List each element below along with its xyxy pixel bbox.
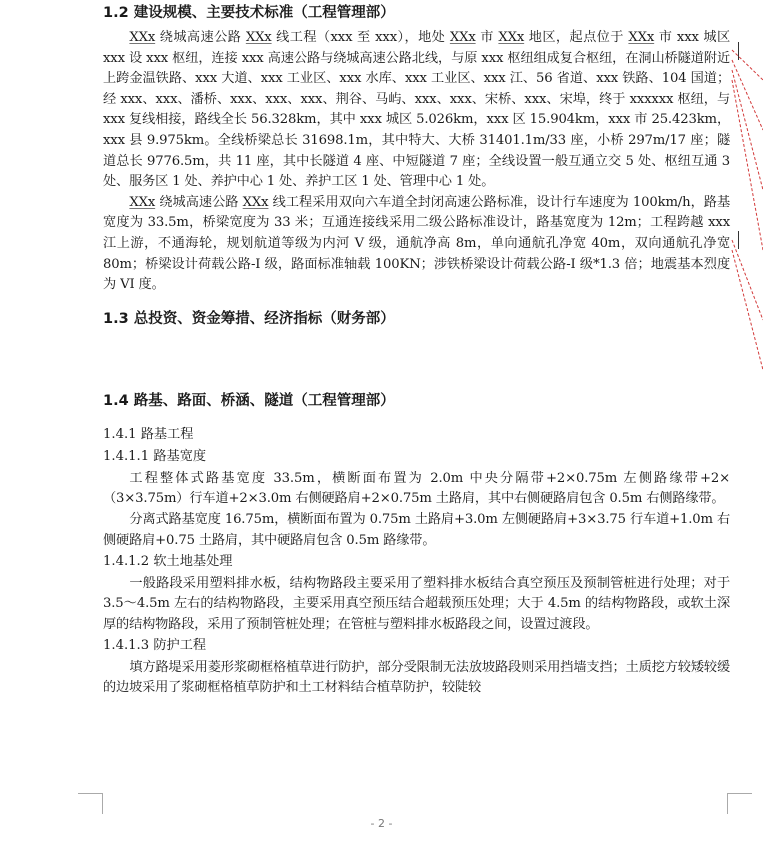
paragraph-soft-soil-treatment: 一般路段采用塑料排水板，结构物路段主要采用了塑料排水板结合真空预压及预制管桩进行处理；对于 3.5～4.5m 左右的结构物路段，主要采用真空预压结合超载预压处理；大于 4.5m 的结构物路段，或软土深厚的结构物路段，采用了预制管桩处理；在管桩与塑料排水板路段之间，设置过渡段。 (103, 575, 730, 632)
paragraph-protection-works: 填方路堤采用菱形浆砌框格植草进行防护，部分受限制无法放坡路段则采用挡墙支挡；土质挖方较矮较缓的边坡采用了浆砌框格植草防护和土工材料结合植草防护，较陡较 (103, 659, 730, 696)
paragraph-separated-subgrade-width: 分离式路基宽度 16.75m，横断面布置为 0.75m 土路肩+3.0m 左侧硬路肩+3×3.75 行车道+1.0m 右侧硬路肩+0.75 土路肩，其中硬路肩包含 0.5m 路缘带。 (103, 511, 730, 548)
section-heading-1-2: 1.2 建设规模、主要技术标准（工程管理部） (103, 5, 395, 21)
page-number: - 2 - (370, 817, 393, 830)
paragraph-project-overview: XXx 绕城高速公路 XXx 线工程（xxx 至 xxx），地处 XXx 市 XXx 地区，起点位于 XXx 市 xxx 城区 xxx 设 xxx 枢纽，连接 xxx 高速公路与绕城高速公路北线，与原 xxx 枢纽组成复合枢纽，在洞山桥隧道附近上跨金温铁路、xxx 大道、xxx 工业区、xxx 水库、xxx 工业区、xxx 江、56 省道、xxx 铁路、104 国道；经 xxx、xxx、潘桥、xxx、xxx、xxx、荆谷、马屿、xxx、xxx、宋桥、xxx、宋埠，终于 xxxxxx 枢纽，与 xxx 复线相接，路线全长 56.328km，其中 xxx 城区 5.026km，xxx 区 15.904km，xxx 市 25.423km，xxx 县 9.975km。全线桥梁总长 31698.1m，其中特大、大桥 31401.1m/33 座，小桥 297m/17 座；隧道总长 9776.5m，共 11 座，其中长隧道 4 座、中短隧道 7 座；全线设置一般互通立交 5 处、枢纽互通 3 处、服务区 1 处、养护中心 1 处、养护工区 1 处、管理中心 1 处。 (103, 30, 730, 190)
paragraph-integral-subgrade-width: 工程整体式路基宽度 33.5m，横断面布置为 2.0m 中央分隔带+2×0.75m 左侧路缘带+2×（3×3.75m）行车道+2×3.0m 右侧硬路肩+2×0.75m 土路肩，其中右侧硬路肩包含 0.5m 右侧路缘带。 (103, 470, 730, 507)
subheading-1-4-1: 1.4.1 路基工程 (103, 426, 194, 442)
page-corner-bottom-right (727, 793, 752, 814)
subheading-1-4-1-3: 1.4.1.3 防护工程 (103, 638, 207, 654)
subheading-1-4-1-1: 1.4.1.1 路基宽度 (103, 449, 207, 465)
comment-connector-lines (730, 40, 763, 370)
section-heading-1-3: 1.3 总投资、资金筹措、经济指标（财务部） (103, 310, 395, 327)
paragraph-technical-standards: XXx 绕城高速公路 XXx 线工程采用双向六车道全封闭高速公路标准，设计行车速度为 100km/h，路基宽度为 33.5m，桥梁宽度为 33 米；互通连接线采用二级公路标准设计，路基宽度为 12m；工程跨越 xxx 江上游，不通海轮，规划航道等级为内河 V 级，通航净高 8m，单向通航孔净宽 40m，双向通航孔净宽 80m；桥梁设计荷载公路-I 级，路面标准轴载 100KN；涉铁桥梁设计荷载公路-I 级*1.3 倍；地震基本烈度为 VI 度。 (103, 194, 730, 293)
subheading-1-4-1-2: 1.4.1.2 软土地基处理 (103, 554, 233, 570)
page-corner-bottom-left (78, 793, 103, 814)
section-heading-1-4: 1.4 路基、路面、桥涵、隧道（工程管理部） (103, 392, 395, 409)
document-body (103, 2, 730, 699)
